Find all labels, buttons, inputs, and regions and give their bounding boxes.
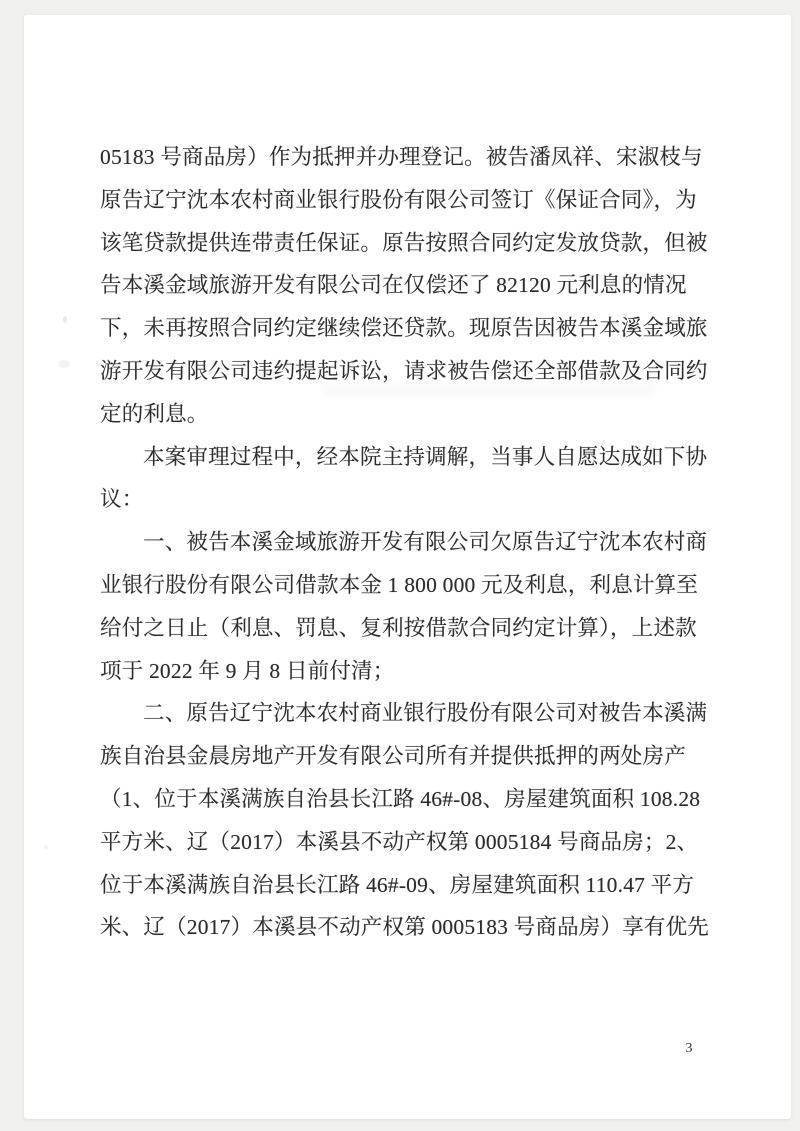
page-number: 3 xyxy=(685,1041,693,1056)
text-line: 议： xyxy=(100,487,144,512)
text-line: 原告辽宁沈本农村商业银行股份有限公司签订《保证合同》，为 xyxy=(100,187,697,212)
scan-speck xyxy=(63,316,67,323)
text-line: 下，未再按照合同约定继续偿还贷款。现原告因被告本溪金域旅 xyxy=(100,316,708,341)
text-line: 该笔贷款提供连带责任保证。原告按照合同约定发放贷款，但被 xyxy=(100,230,708,255)
text-line: 一、被告本溪金域旅游开发有限公司欠原告辽宁沈本农村商 xyxy=(143,530,708,555)
text-line: 给付之日止（利息、罚息、复利按借款合同约定计算），上述款 xyxy=(100,615,697,640)
document-page xyxy=(24,15,791,1119)
text-line: 告本溪金域旅游开发有限公司在仅偿还了 82120 元利息的情况 xyxy=(100,273,687,298)
text-line: （1、位于本溪满族自治县长江路 46#-08、房屋建筑面积 108.28 xyxy=(100,786,701,811)
document-body xyxy=(100,136,726,949)
text-line: 二、原告辽宁沈本农村商业银行股份有限公司对被告本溪满 xyxy=(143,701,708,726)
scan-speck xyxy=(58,360,70,368)
text-line: 族自治县金晨房地产开发有限公司所有并提供抵押的两处房产 xyxy=(100,744,686,769)
text-line: 05183 号商品房）作为抵押并办理登记。被告潘凤祥、宋淑枝与 xyxy=(100,145,703,169)
text-line: 位于本溪满族自治县长江路 46#-09、房屋建筑面积 110.47 平方 xyxy=(100,872,695,897)
text-line: 项于 2022 年 9 月 8 日前付清； xyxy=(100,658,395,683)
text-line: 游开发有限公司违约提起诉讼，请求被告偿还全部借款及合同约 xyxy=(100,358,708,383)
text-line: 米、辽（2017）本溪县不动产权第 0005183 号商品房）享有优先 xyxy=(100,915,710,940)
text-line: 平方米、辽（2017）本溪县不动产权第 0005184 号商品房；2、 xyxy=(100,829,699,854)
text-line: 业银行股份有限公司借款本金 1 800 000 元及利息，利息计算至 xyxy=(100,572,699,597)
text-line: 本案审理过程中，经本院主持调解，当事人自愿达成如下协 xyxy=(143,444,708,469)
scan-speck xyxy=(44,845,48,849)
text-line: 定的利息。 xyxy=(100,401,209,426)
